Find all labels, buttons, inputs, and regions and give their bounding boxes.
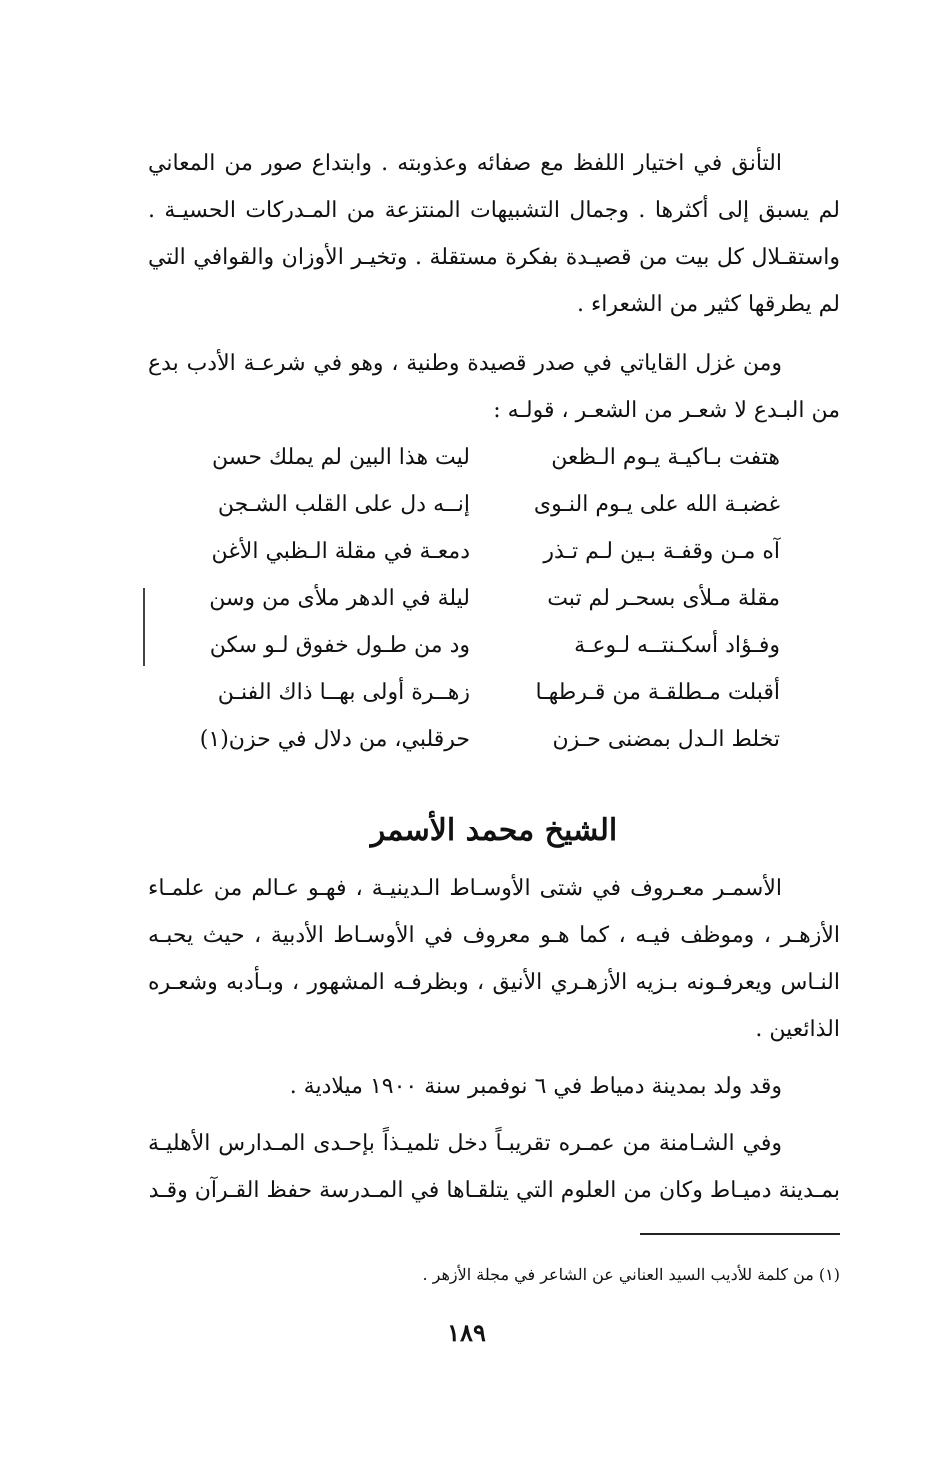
verse-first-hemistich: غضبـة الله على يـوم النـوى <box>533 492 780 517</box>
verse-second-hemistich: دمعـة في مقلة الـظبي الأغن <box>211 539 470 564</box>
poem-verse <box>148 575 840 622</box>
verse-second-hemistich: ليت هذا البين لم يملك حسن <box>212 445 470 470</box>
paragraph-intro: التأنق في اختيار اللفظ مع صفائه وعذوبته . وابتداع صور من المعاني لم يسبق إلى أكثرها . وجمال التشبيهات المنتزعة من المـدركات الحسيـة . واستقـلال كل بيت من قصيـدة بفكرة مستقلة . وتخيـر الأوزان والقوافي التي لم يطرقها كثير من الشعراء . <box>148 151 840 317</box>
section-heading: الشيخ محمد الأسمر <box>370 813 618 848</box>
paragraph-poem-intro: ومن غزل القاياتي في صدر قصيدة وطنية ، وهو في شرعـة الأدب بدع من البـدع لا شعـر من الشعـر ، قولـه : <box>148 351 840 423</box>
paragraph-biography: الأسمـر معـروف في شتى الأوسـاط الـدينيـة ، فهـو عـالم من علمـاء الأزهـر ، وموظف فيـه ، كما هـو معروف في الأوسـاط الأدبية ، حيث يحبـه النـاس ويعرفـونه بـزيه الأزهـري الأنيق ، وبظرفـه المشهور ، وبـأدبه وشعـره الذائعين . <box>148 876 840 1042</box>
footnote-divider <box>640 1233 840 1235</box>
page-body <box>148 140 840 1214</box>
verse-first-hemistich: أقبلت مـطلقـة من قـرطهـا <box>535 680 780 705</box>
verse-first-hemistich: مقلة مـلأى بسحـر لم تبت <box>547 586 780 611</box>
verse-second-hemistich: حرقلبي، من دلال في حزن(١) <box>199 727 470 752</box>
footnote: (١) من كلمة للأديب السيد العناني عن الشاعر في مجلة الأزهر . <box>422 1265 840 1284</box>
verse-first-hemistich: تخلط الـدل بمضنى حـزن <box>552 727 780 752</box>
spacer <box>148 1110 840 1120</box>
poem-verse <box>148 528 840 575</box>
verse-first-hemistich: وفـؤاد أسكـنتــه لـوعـة <box>574 633 780 658</box>
poem <box>148 434 840 763</box>
paragraph-birth: وقد ولد بمدينة دمياط في ٦ نوفمبر سنة ١٩٠٠ ميلادية . <box>289 1074 782 1099</box>
margin-mark <box>143 588 145 666</box>
poem-verse <box>148 434 840 481</box>
poem-verse <box>148 481 840 528</box>
verse-first-hemistich: هتفت بـاكيـة يـوم الـظعن <box>551 445 780 470</box>
poem-verse <box>148 716 840 763</box>
poem-verse <box>148 669 840 716</box>
verse-first-hemistich: آه مـن وقفـة بـين لـم تـذر <box>543 539 780 564</box>
verse-second-hemistich: زهــرة أولى بهــا ذاك الفنـن <box>217 680 470 705</box>
page-number: ١٨٩ <box>447 1318 486 1347</box>
spacer <box>148 1053 840 1063</box>
spacer <box>148 328 840 340</box>
paragraph-education: وفي الشـامنة من عمـره تقريبـاً دخل تلميـذاً بإحـدى المـدارس الأهليـة بمـدينة دميـاط وكان من العلوم التي يتلقـاها في المـدرسة حفظ القـرآن وقـد <box>148 1131 840 1203</box>
verse-second-hemistich: إنــه دل على القلب الشـجن <box>217 492 470 517</box>
poem-verse <box>148 622 840 669</box>
verse-second-hemistich: ليلة في الدهر ملأى من وسن <box>209 586 470 611</box>
verse-second-hemistich: ود من طـول خفوق لـو سكن <box>209 633 470 658</box>
